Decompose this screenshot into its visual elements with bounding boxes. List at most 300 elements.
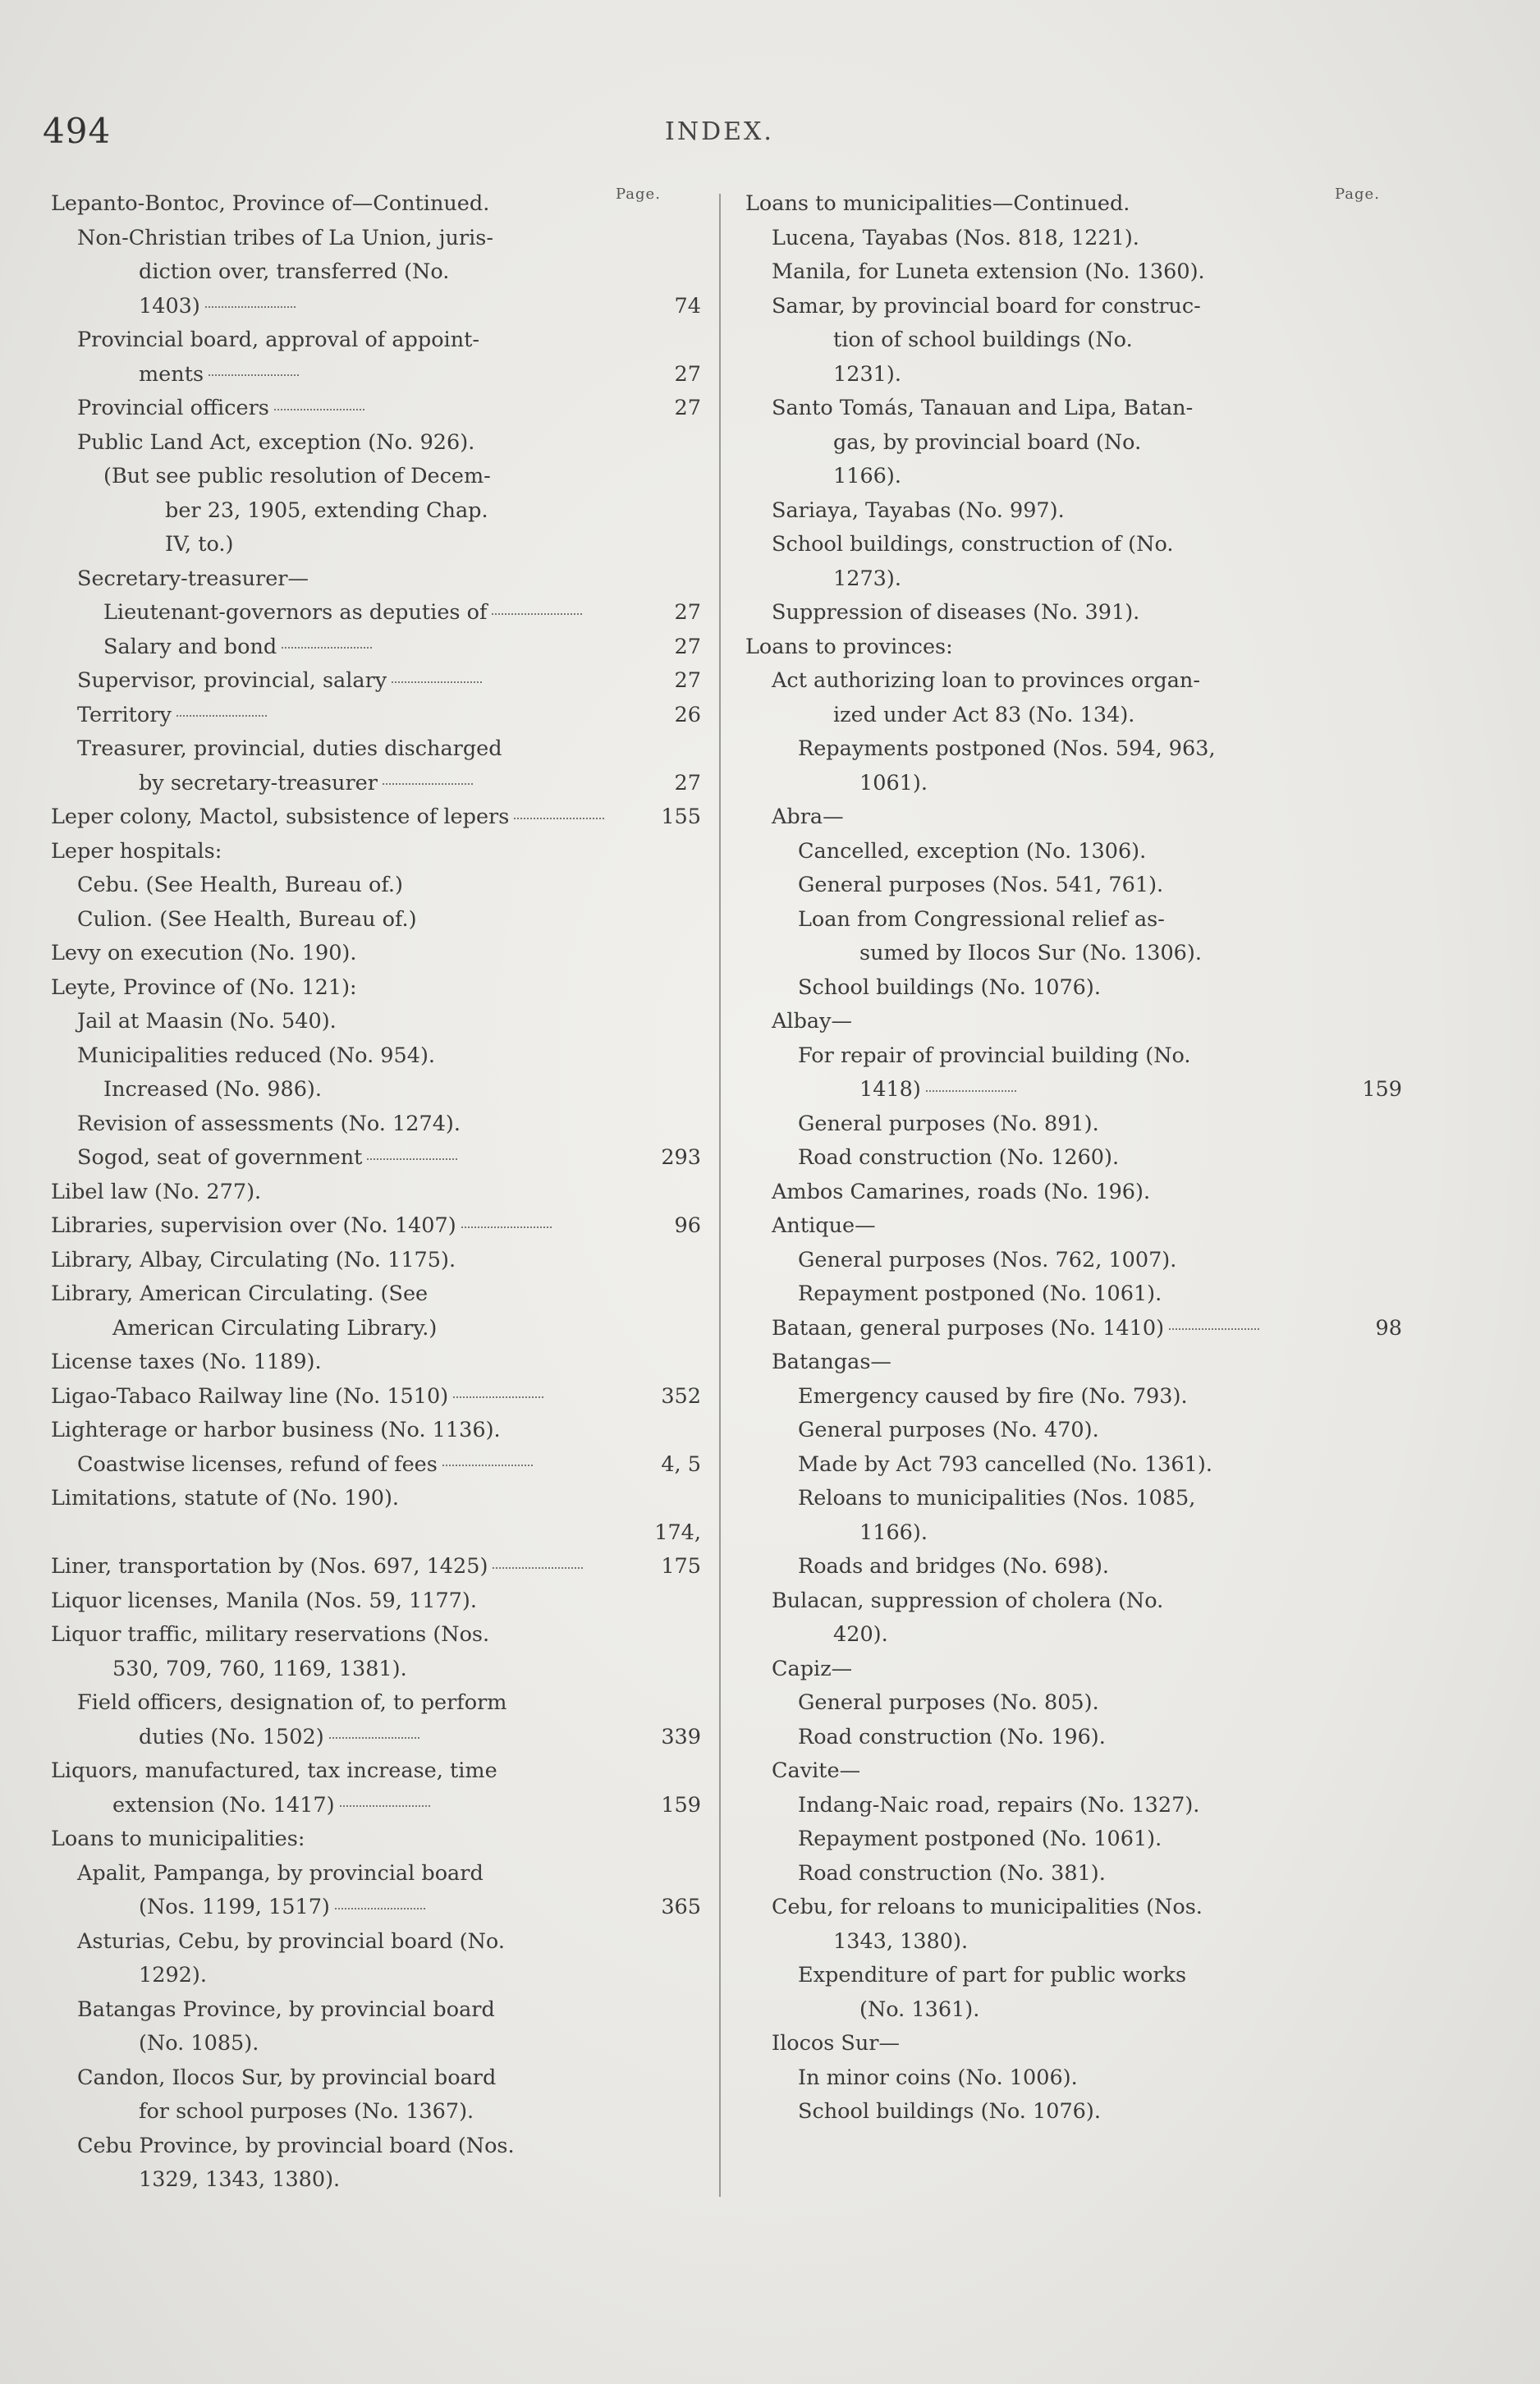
index-entry-line: American Circulating Library.) [112,1315,438,1341]
index-entry-text [77,1993,627,2061]
index-entry-text [77,903,627,938]
index-entry [51,392,701,426]
index-entry-page: 365 [661,1895,701,1919]
index-entry-text [772,1312,1312,1346]
index-entry-text [51,1822,627,1857]
index-entry-text [798,1244,1312,1278]
index-entry [745,2027,1402,2061]
index-entry-line: Liquors, manufactured, tax increase, time [51,1758,497,1783]
index-entry [745,528,1402,596]
index-entry-text [798,1448,1312,1483]
index-entry-line: duties (No. 1502) [77,1721,627,1755]
index-entry-text [772,1754,1312,1789]
index-entry-text [51,1176,627,1210]
index-entry [745,1959,1402,2027]
index-entry [51,1073,701,1107]
index-entry [745,630,1402,665]
index-entry-text [772,2027,1312,2061]
index-entry-line: General purposes (No. 470). [798,1418,1099,1442]
index-entry [745,1448,1402,1483]
index-entry [745,1414,1402,1448]
index-entry-text [77,1005,627,1039]
index-entry-line: Batangas Province, by provincial board [77,1997,495,2022]
index-entry-line: 1166). [833,464,901,488]
index-entry [51,323,701,392]
index-entry [51,1822,701,1857]
dot-leader [461,1226,552,1228]
index-entry-line: Repayment postponed (No. 1061). [798,1281,1162,1306]
index-entry-line: Loans to municipalities: [51,1827,305,1851]
dot-leader [329,1736,419,1739]
index-entry-line: School buildings (No. 1076). [798,2099,1101,2124]
index-entry-text [77,426,627,461]
index-entry-line: Jail at Maasin (No. 540). [77,1009,337,1034]
index-entry-line: Antique— [772,1213,876,1238]
index-entry-page: 159 [1362,1077,1402,1102]
index-entry [745,255,1402,290]
index-entry-line: Libraries, supervision over (No. 1407) [51,1209,627,1244]
index-entry-line: Cebu. (See Health, Bureau of.) [77,873,403,897]
index-entry-text [77,732,627,800]
index-entry-text [798,1686,1312,1721]
dot-leader [1169,1327,1259,1330]
index-entry-line: Candon, Ilocos Sur, by provincial board [77,2065,497,2090]
index-entry [51,2130,701,2198]
index-entry-line: Capiz— [772,1656,853,1681]
index-entry-line: Emergency caused by fire (No. 793). [798,1383,1188,1409]
index-entry-text [77,1141,627,1176]
index-entry [51,1141,701,1176]
index-entry [745,1584,1402,1653]
index-entry-text [798,1959,1312,2027]
index-entry-line: Asturias, Cebu, by provincial board (No. [77,1928,505,1954]
index-entry-line: Bataan, general purposes (No. 1410) [772,1312,1312,1346]
index-entry-text [798,1277,1312,1312]
index-entry-line: Leper hospitals: [51,838,222,864]
index-entry [51,596,701,630]
index-entry-page: 27 [674,770,701,795]
index-entry-text [772,290,1312,392]
index-entry-line: 420). [833,1622,888,1647]
index-entry-line: General purposes (Nos. 762, 1007). [798,1247,1177,1272]
index-entry-line: Liquor licenses, Manila (Nos. 59, 1177). [51,1588,477,1613]
index-entry-line: Coastwise licenses, refund of fees [77,1448,627,1483]
index-entry-text [77,1686,627,1754]
index-entry-line: Ilocos Sur— [772,2031,900,2056]
index-entry [745,290,1402,392]
index-entry-text [772,255,1312,290]
index-entry-text [772,1653,1312,1687]
index-entry-line: School buildings, construction of (No. [772,532,1174,557]
page-column-label-right: Page. [1335,186,1380,203]
index-entry [745,1107,1402,1142]
index-entry-text [772,1346,1312,1380]
index-entry-line: Libel law (No. 277). [51,1179,262,1204]
index-entry-text [798,1789,1312,1823]
dot-leader [492,612,582,615]
index-entry-line: 1231). [833,361,901,387]
index-entry-line: Albay— [772,1009,853,1034]
dot-leader [209,374,299,376]
index-entry-line: Supervisor, provincial, salary [77,664,627,699]
index-entry-line: (But see public resolution of Decem- [103,464,491,488]
index-entry-text [772,596,1312,630]
column-divider [719,194,721,2197]
index-entry-line: Field officers, designation of, to perform [77,1690,507,1715]
dot-leader [926,1089,1016,1092]
index-entry-text [103,630,627,665]
index-entry-line: Levy on execution (No. 190). [51,941,357,965]
index-entry-line: Road construction (No. 1260). [798,1145,1120,1170]
index-entry [51,1686,701,1754]
page-column-label-left: Page. [616,186,661,203]
index-entry [745,1789,1402,1823]
index-entry [745,971,1402,1006]
index-entry-text [772,800,1312,835]
index-entry-text [51,1244,627,1278]
index-entry-line: Suppression of diseases (No. 391). [772,600,1140,625]
index-entry-page: 96 [674,1213,701,1238]
index-entry-line: Ligao-Tabaco Railway line (No. 1510) [51,1380,627,1414]
index-entry-page: 27 [674,634,701,659]
index-entry-line: Lighterage or harbor business (No. 1136). [51,1418,501,1442]
index-entry [51,426,701,461]
index-entry [51,1414,701,1448]
index-entry-line: ber 23, 1905, extending Chap. [165,497,488,523]
index-entry-line: Samar, by provincial board for construc- [772,293,1201,319]
index-entry [51,664,701,699]
index-entry-text [77,1857,627,1925]
index-entry-text [798,1380,1312,1414]
index-entry-line: Lucena, Tayabas (Nos. 818, 1221). [772,225,1139,250]
index-entry-line: Road construction (No. 381). [798,1860,1106,1886]
index-entry-line: For repair of provincial building (No. [798,1043,1191,1068]
index-entry [745,494,1402,529]
index-entry-line: Cancelled, exception (No. 1306). [798,838,1147,864]
index-entry-line: Loan from Congressional relief as- [798,906,1165,932]
index-entry-text [103,596,627,630]
index-entry-text [77,699,627,733]
dot-leader [383,782,473,785]
index-entry-line: Liner, transportation by (Nos. 697, 1425) [51,1550,627,1584]
index-entry [51,1005,701,1039]
index-entry-page: 98 [1375,1315,1402,1341]
index-entry-line: Lieutenant-governors as deputies of [103,596,627,630]
index-entry [51,1516,701,1584]
index-entry [51,222,701,324]
index-entry [51,562,701,597]
index-entry-text [798,732,1312,800]
index-entry-text [772,1005,1312,1039]
index-entry-text [51,1550,627,1584]
index-entry-text [798,903,1312,971]
index-entry-line: Repayment postponed (No. 1061). [798,1827,1162,1851]
index-entry [745,903,1402,971]
index-entry-line: Loans to municipalities—Continued. [745,191,1130,216]
index-entry-page: 155 [661,805,701,829]
index-entry-line: 1329, 1343, 1380). [139,2167,341,2192]
index-entry-page: 159 [661,1792,701,1818]
index-entry-line: ized under Act 83 (No. 134). [833,702,1135,727]
index-entry-line: Limitations, statute of (No. 190). [51,1486,399,1511]
index-entry-line: Manila, for Luneta extension (No. 1360). [772,259,1205,284]
index-entry-line: Sogod, seat of government [77,1141,627,1176]
index-entry-text [798,1107,1312,1142]
index-entry [51,460,701,562]
dot-leader [274,408,364,410]
index-entry-text [51,1346,627,1380]
index-entry-line: Act authorizing loan to provinces organ- [772,668,1200,693]
index-entry [51,1482,701,1516]
index-entry-text [772,1584,1312,1653]
index-entry-line: Public Land Act, exception (No. 926). [77,429,475,455]
index-column-left [51,187,701,2198]
index-entry [745,1244,1402,1278]
index-entry [51,1380,701,1414]
index-entry [51,835,701,869]
index-entry [745,1141,1402,1176]
index-entry-page: 27 [674,361,701,387]
index-entry-text [51,1277,627,1346]
index-entry-line: by secretary-treasurer [77,767,627,801]
index-entry [745,1380,1402,1414]
dot-leader [340,1804,430,1807]
index-entry-line: Territory [77,699,627,733]
index-entry-line: Salary and bond [103,630,627,665]
index-entry-line: Made by Act 793 cancelled (No. 1361). [798,1451,1212,1477]
index-entry [745,1754,1402,1789]
index-entry [51,699,701,733]
index-entry-text [77,562,627,597]
index-entry [745,800,1402,835]
index-entry-line: Batangas— [772,1350,891,1374]
index-entry [51,1857,701,1925]
index-entry [51,630,701,665]
index-entry [745,1822,1402,1857]
index-entry-line: Cavite— [772,1758,861,1783]
index-entry-line: School buildings (No. 1076). [798,974,1101,1000]
page-number: 494 [43,111,112,151]
index-entry-text [51,1584,627,1619]
index-entry-line: Library, Albay, Circulating (No. 1175). [51,1247,456,1272]
index-entry-line: Indang-Naic road, repairs (No. 1327). [798,1792,1200,1818]
index-entry [745,1005,1402,1039]
index-entry-text [798,1414,1312,1448]
index-entry [51,1176,701,1210]
index-entry-line: 1418) [798,1073,1312,1107]
index-entry-line: 1273). [833,566,901,591]
index-entry [51,1754,701,1822]
index-entry-line: General purposes (No. 891). [798,1111,1099,1136]
index-entry-line: Lepanto-Bontoc, Province of—Continued. [51,191,490,216]
index-entry [745,1550,1402,1584]
index-entry [51,903,701,938]
index-entry [51,1584,701,1619]
index-entry [51,1277,701,1346]
index-entry-line: diction over, transferred (No. [139,259,450,284]
index-entry-line: In minor coins (No. 1006). [798,2065,1078,2090]
index-entry [745,869,1402,903]
index-entry [745,1277,1402,1312]
index-entry-line: Treasurer, provincial, duties discharged [77,736,502,761]
index-entry [745,1653,1402,1687]
index-entry-line: Santo Tomás, Tanauan and Lipa, Batan- [772,396,1194,420]
index-entry-text [77,869,627,903]
index-entry-text [77,222,627,324]
index-entry-text [103,460,627,562]
index-entry-line: (No. 1361). [859,1997,980,2022]
index-entry-text [798,1550,1312,1584]
index-entry-text [745,630,1312,665]
index-entry-line: Expenditure of part for public works [798,1963,1187,1987]
index-entry-text [77,323,627,392]
index-entry-text [772,528,1312,596]
index-entry-page: 27 [674,600,701,625]
index-entry [745,2095,1402,2130]
index-entry-text [798,1857,1312,1891]
index-entry-text [798,2061,1312,2096]
index-entry-line: Provincial officers [77,392,627,426]
index-entry [745,2061,1402,2096]
dot-leader [205,305,296,308]
index-entry-line: for school purposes (No. 1367). [139,2099,474,2124]
index-entry-text [51,800,627,835]
index-entry-line: gas, by provincial board (No. [833,429,1142,455]
index-entry [745,1482,1402,1550]
index-entry [51,732,701,800]
index-entry [51,1618,701,1686]
index-entry [51,800,701,835]
index-entry-text [798,1721,1312,1755]
dot-leader [335,1907,425,1909]
index-entry-line: Abra— [772,805,844,829]
index-entry-line: Cebu, for reloans to municipalities (Nos. [772,1895,1203,1919]
index-entry [745,732,1402,800]
index-entry [51,2061,701,2130]
index-entry-text [772,1891,1312,1959]
index-entry [745,1686,1402,1721]
index-entry-text [51,1380,627,1414]
index-entry-line: ments [77,358,627,392]
dot-leader [282,646,372,649]
index-entry-line: Leyte, Province of (No. 121): [51,974,357,1000]
index-entry-line: Non-Christian tribes of La Union, juris- [77,225,493,250]
index-entry [745,1891,1402,1959]
index-entry-line: tion of school buildings (No. [833,328,1133,352]
index-entry-text [51,937,627,971]
index-entry-line: Culion. (See Health, Bureau of.) [77,906,417,932]
index-entry-line: General purposes (Nos. 541, 761). [798,873,1164,897]
index-entry-line: 1166). [859,1520,928,1545]
index-entry-text [51,1209,627,1244]
index-entry-page: 174, 175 [654,1520,701,1579]
index-entry-text [103,1073,627,1107]
index-entry-text [51,971,627,1006]
index-entry [745,1721,1402,1755]
index-entry-line: Leper colony, Mactol, subsistence of lepers [51,800,627,835]
index-entry-line: Secretary-treasurer— [77,566,309,591]
index-entry-text [772,1176,1312,1210]
index-entry [51,971,701,1006]
index-entry-text [51,1414,627,1448]
index-entry-page: 27 [674,668,701,693]
index-entry-text [51,1618,627,1686]
index-entry [745,1176,1402,1210]
index-entry-text [77,1039,627,1074]
index-entry [51,1039,701,1074]
index-entry [745,1039,1402,1107]
index-entry-line: Increased (No. 986). [103,1077,322,1102]
index-entry-line: extension (No. 1417) [51,1789,627,1823]
index-entry-text [51,1482,627,1516]
index-entry-text [798,1141,1312,1176]
index-entry [51,1993,701,2061]
index-entry-line: sumed by Ilocos Sur (No. 1306). [859,941,1202,965]
dot-leader [367,1158,457,1160]
index-entry-text [772,494,1312,529]
index-entry-text [77,1925,627,1993]
index-entry-page: 339 [661,1724,701,1749]
running-head: INDEX. [665,117,774,146]
index-column-right [745,187,1402,2130]
index-entry [51,1107,701,1142]
index-entry-line: Municipalities reduced (No. 954). [77,1043,436,1068]
index-entry-text [798,869,1312,903]
index-entry-text [772,1209,1312,1244]
index-entry-text [77,392,627,426]
index-entry-line: General purposes (No. 805). [798,1690,1099,1715]
index-entry-page: 352 [661,1383,701,1409]
index-entry-text [51,187,627,222]
index-entry [745,1312,1402,1346]
index-entry-text [77,664,627,699]
index-entry [745,664,1402,732]
index-entry-text [77,2061,627,2130]
index-entry-line: Loans to provinces: [745,634,953,659]
index-entry-line: 1061). [859,770,928,795]
index-entry-text [745,187,1312,222]
index-entry-text [798,1039,1312,1107]
index-entry [51,1209,701,1244]
index-entry [745,835,1402,869]
dot-leader [493,1566,583,1569]
index-entry-text [772,392,1312,494]
index-entry-text [798,971,1312,1006]
index-entry-text [772,222,1312,256]
index-entry-line: License taxes (No. 1189). [51,1350,322,1374]
index-entry-page: 26 [674,702,701,727]
index-entry [51,1448,701,1483]
index-entry-line: (Nos. 1199, 1517) [77,1891,627,1925]
index-entry-line: Revision of assessments (No. 1274). [77,1111,461,1136]
index-entry-text [798,1482,1312,1550]
index-entry [745,187,1402,222]
index-entry-line: Repayments postponed (Nos. 594, 963, [798,736,1216,761]
index-entry-text [772,664,1312,732]
index-entry-text [77,2130,627,2198]
index-entry-line: Road construction (No. 196). [798,1724,1106,1749]
index-entry-line: 1292). [139,1963,207,1987]
index-entry [745,392,1402,494]
index-entry [745,222,1402,256]
index-entry [51,1244,701,1278]
index-entry-line: Ambos Camarines, roads (No. 196). [772,1179,1151,1204]
dot-leader [392,681,482,683]
dot-leader [176,714,267,717]
index-entry-line: Liquor traffic, military reservations (Nos. [51,1622,490,1647]
index-entry [51,1925,701,1993]
index-entry-text [77,1107,627,1142]
